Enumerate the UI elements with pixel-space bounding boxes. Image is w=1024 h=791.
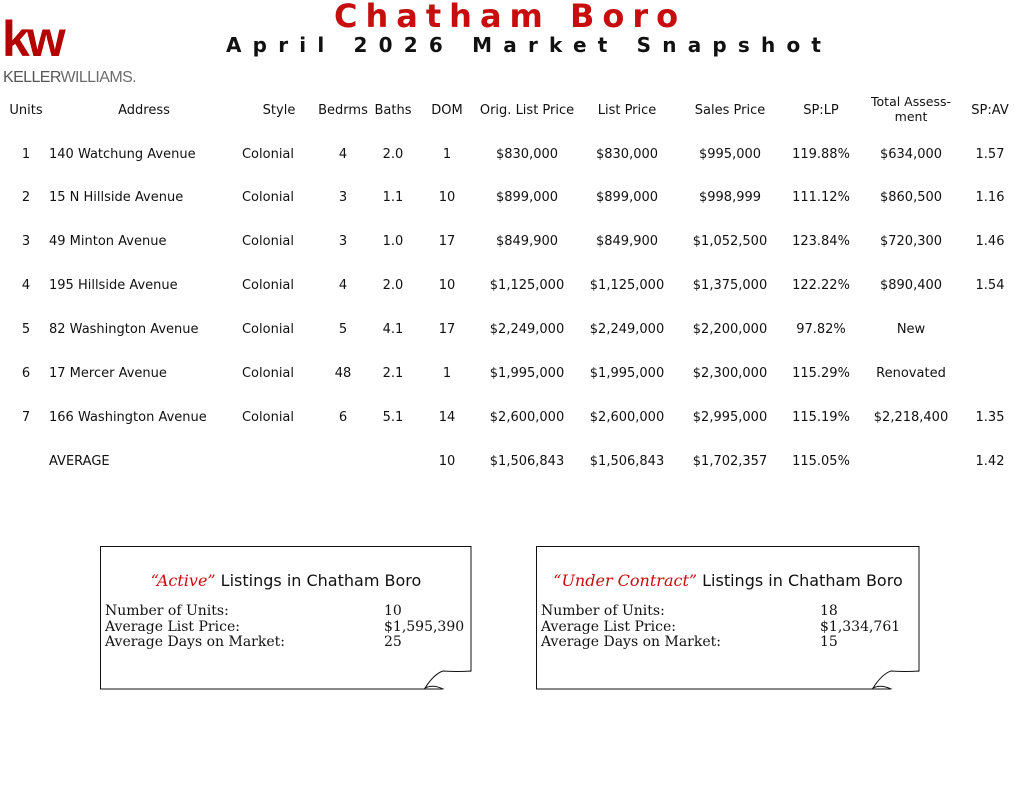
active-card-title: “Active” Listings in Chatham Boro bbox=[150, 571, 422, 590]
row-4-assessment: $890,400 bbox=[879, 278, 943, 293]
row-1-assessment: $634,000 bbox=[879, 147, 943, 162]
row-2-baths: 1.1 bbox=[382, 190, 404, 205]
row-7-sales-price: $2,995,000 bbox=[692, 410, 768, 425]
row-5-dom: 17 bbox=[438, 322, 456, 337]
row-6-style: Colonial bbox=[241, 366, 295, 381]
row-6-bedrms: 48 bbox=[334, 366, 352, 381]
header-baths: Baths bbox=[374, 103, 412, 118]
row-5-address: 82 Washington Avenue bbox=[49, 322, 199, 337]
row-7-sp-lp: 115.19% bbox=[792, 410, 850, 425]
row-6-assessment: Renovated bbox=[876, 366, 946, 381]
under-contract-card-title: “Under Contract” Listings in Chatham Boro bbox=[553, 571, 903, 590]
row-3-sales-price: $1,052,500 bbox=[692, 234, 768, 249]
average-sp-av: 1.42 bbox=[975, 454, 1005, 469]
row-2-orig-list-price: $899,000 bbox=[495, 190, 559, 205]
row-4-style: Colonial bbox=[241, 278, 295, 293]
row-2-bedrms: 3 bbox=[338, 190, 348, 205]
header-orig-list-price: Orig. List Price bbox=[479, 103, 575, 118]
header-dom: DOM bbox=[431, 103, 463, 118]
row-4-address: 195 Hillside Avenue bbox=[49, 278, 178, 293]
row-7-baths: 5.1 bbox=[382, 410, 404, 425]
row-1-unit: 1 bbox=[21, 147, 31, 162]
row-1-list-price: $830,000 bbox=[595, 147, 659, 162]
row-1-baths: 2.0 bbox=[382, 147, 404, 162]
header-units: Units bbox=[9, 103, 43, 118]
row-2-list-price: $899,000 bbox=[595, 190, 659, 205]
header-style: Style bbox=[262, 103, 296, 118]
header-list-price: List Price bbox=[597, 103, 657, 118]
row-4-orig-list-price: $1,125,000 bbox=[489, 278, 565, 293]
row-7-style: Colonial bbox=[241, 410, 295, 425]
row-2-sp-lp: 111.12% bbox=[792, 190, 850, 205]
row-1-bedrms: 4 bbox=[338, 147, 348, 162]
row-6-list-price: $1,995,000 bbox=[589, 366, 665, 381]
row-2-sales-price: $998,999 bbox=[698, 190, 762, 205]
row-6-dom: 1 bbox=[442, 366, 452, 381]
row-1-dom: 1 bbox=[442, 147, 452, 162]
under-contract-price-value: $1,334,761 bbox=[820, 619, 901, 635]
row-4-bedrms: 4 bbox=[338, 278, 348, 293]
row-7-list-price: $2,600,000 bbox=[589, 410, 665, 425]
row-1-style: Colonial bbox=[241, 147, 295, 162]
row-4-sales-price: $1,375,000 bbox=[692, 278, 768, 293]
active-units-value: 10 bbox=[384, 603, 402, 619]
row-2-address: 15 N Hillside Avenue bbox=[49, 190, 184, 205]
row-6-orig-list-price: $1,995,000 bbox=[489, 366, 565, 381]
under-contract-price-label: Average List Price: bbox=[541, 619, 676, 635]
row-7-dom: 14 bbox=[438, 410, 456, 425]
row-3-sp-av: 1.46 bbox=[975, 234, 1005, 249]
row-2-assessment: $860,500 bbox=[879, 190, 943, 205]
row-6-baths: 2.1 bbox=[382, 366, 404, 381]
row-4-sp-av: 1.54 bbox=[975, 278, 1005, 293]
row-5-list-price: $2,249,000 bbox=[589, 322, 665, 337]
row-6-unit: 6 bbox=[21, 366, 31, 381]
row-3-bedrms: 3 bbox=[338, 234, 348, 249]
under-contract-units-value: 18 bbox=[820, 603, 838, 619]
row-3-unit: 3 bbox=[21, 234, 31, 249]
row-1-sp-av: 1.57 bbox=[975, 147, 1005, 162]
row-4-list-price: $1,125,000 bbox=[589, 278, 665, 293]
row-4-unit: 4 bbox=[21, 278, 31, 293]
active-listings-card bbox=[100, 546, 471, 689]
logo-brand-name: KELLERWILLIAMS. bbox=[3, 69, 136, 86]
row-6-sales-price: $2,300,000 bbox=[692, 366, 768, 381]
row-7-bedrms: 6 bbox=[338, 410, 348, 425]
page-title: Chatham Boro bbox=[334, 0, 687, 35]
row-7-orig-list-price: $2,600,000 bbox=[489, 410, 565, 425]
row-3-sp-lp: 123.84% bbox=[792, 234, 850, 249]
header-total-assessment-line1: Total Assess- bbox=[871, 94, 951, 109]
header-sales-price: Sales Price bbox=[694, 103, 766, 118]
under-contract-dom-value: 15 bbox=[820, 634, 838, 650]
header-address: Address bbox=[118, 103, 170, 118]
row-3-style: Colonial bbox=[241, 234, 295, 249]
row-1-sp-lp: 119.88% bbox=[792, 147, 850, 162]
row-6-sp-lp: 115.29% bbox=[792, 366, 850, 381]
row-4-sp-lp: 122.22% bbox=[792, 278, 850, 293]
row-5-orig-list-price: $2,249,000 bbox=[489, 322, 565, 337]
row-7-address: 166 Washington Avenue bbox=[49, 410, 207, 425]
under-contract-dom-label: Average Days on Market: bbox=[541, 634, 721, 650]
average-orig-list-price: $1,506,843 bbox=[489, 454, 565, 469]
kw-logo-mark: kw bbox=[2, 11, 63, 67]
page-subtitle: April 2026 Market Snapshot bbox=[226, 33, 833, 57]
under-contract-units-label: Number of Units: bbox=[541, 603, 665, 619]
row-3-list-price: $849,900 bbox=[595, 234, 659, 249]
row-5-sp-lp: 97.82% bbox=[796, 322, 846, 337]
average-sales-price: $1,702,357 bbox=[692, 454, 768, 469]
header-sp-lp: SP:LP bbox=[803, 103, 839, 118]
row-7-assessment: $2,218,400 bbox=[873, 410, 949, 425]
row-3-orig-list-price: $849,900 bbox=[495, 234, 559, 249]
row-5-baths: 4.1 bbox=[382, 322, 404, 337]
row-3-dom: 17 bbox=[438, 234, 456, 249]
average-dom: 10 bbox=[438, 454, 456, 469]
row-5-style: Colonial bbox=[241, 322, 295, 337]
active-units-label: Number of Units: bbox=[105, 603, 229, 619]
row-7-unit: 7 bbox=[21, 410, 31, 425]
row-2-style: Colonial bbox=[241, 190, 295, 205]
row-6-address: 17 Mercer Avenue bbox=[49, 366, 167, 381]
under-contract-card bbox=[536, 546, 919, 689]
row-5-assessment: New bbox=[896, 322, 926, 337]
row-1-orig-list-price: $830,000 bbox=[495, 147, 559, 162]
active-price-value: $1,595,390 bbox=[384, 619, 465, 635]
row-5-sales-price: $2,200,000 bbox=[692, 322, 768, 337]
row-5-unit: 5 bbox=[21, 322, 31, 337]
active-dom-label: Average Days on Market: bbox=[105, 634, 285, 650]
header-total-assessment-line2: ment bbox=[894, 109, 928, 124]
header-sp-av: SP:AV bbox=[971, 103, 1009, 118]
row-7-sp-av: 1.35 bbox=[975, 410, 1005, 425]
active-price-label: Average List Price: bbox=[105, 619, 240, 635]
row-1-sales-price: $995,000 bbox=[698, 147, 762, 162]
header-bedrms: Bedrms bbox=[318, 103, 368, 118]
row-4-baths: 2.0 bbox=[382, 278, 404, 293]
row-3-assessment: $720,300 bbox=[879, 234, 943, 249]
row-2-sp-av: 1.16 bbox=[975, 190, 1005, 205]
row-2-dom: 10 bbox=[438, 190, 456, 205]
row-3-address: 49 Minton Avenue bbox=[49, 234, 167, 249]
row-2-unit: 2 bbox=[21, 190, 31, 205]
row-3-baths: 1.0 bbox=[382, 234, 404, 249]
average-list-price: $1,506,843 bbox=[589, 454, 665, 469]
row-1-address: 140 Watchung Avenue bbox=[49, 147, 196, 162]
average-sp-lp: 115.05% bbox=[792, 454, 850, 469]
row-4-dom: 10 bbox=[438, 278, 456, 293]
row-5-bedrms: 5 bbox=[338, 322, 348, 337]
average-label: AVERAGE bbox=[49, 454, 110, 469]
keller-williams-logo bbox=[2, 11, 152, 88]
active-dom-value: 25 bbox=[384, 634, 402, 650]
